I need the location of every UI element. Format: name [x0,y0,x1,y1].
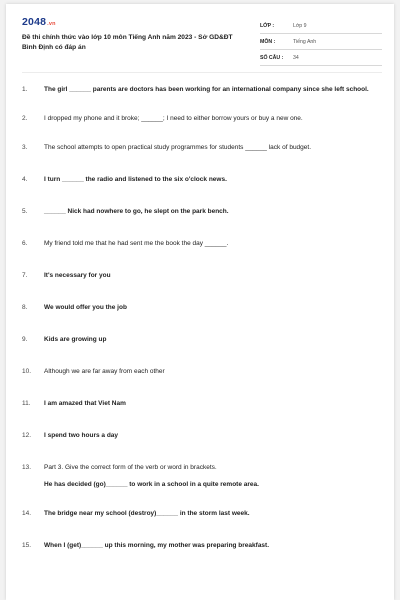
meta-row-subject [260,34,382,50]
site-logo[interactable] [22,16,56,28]
question-item [22,238,382,249]
document-header [22,16,382,64]
meta-value: Tiếng Anh [293,39,317,45]
question-number: 6. [22,240,28,247]
question-number: 7. [22,272,28,279]
question-item [22,430,382,441]
meta-value: 34 [293,55,299,61]
question-text: The girl ______ parents are doctors has been working for an international company since she left school. [44,86,369,93]
question-number: 4. [22,176,28,183]
question-item [22,84,382,95]
question-number: 2. [22,115,28,122]
logo-text: 2048 [22,16,47,28]
question-number: 12. [22,432,32,439]
question-item [22,508,382,519]
question-text: The school attempts to open practical study programmes for students ______ lack of budget. [44,144,312,151]
question-text: I spend two hours a day [44,432,119,439]
question-text: The bridge near my school (destroy)______ in the storm last week. [44,510,250,517]
question-text: Part 3. Give the correct form of the verb or word in brackets. [44,464,217,471]
question-text: When I (get)______ up this morning, my mother was preparing breakfast. [44,542,270,549]
meta-row-count [260,50,382,66]
question-spacer [22,490,382,508]
meta-info [260,18,382,66]
question-spacer [22,313,382,334]
question-spacer [22,153,382,174]
question-number: 13. [22,464,32,471]
question-spacer [22,409,382,430]
question-spacer [22,441,382,462]
question-number: 8. [22,304,28,311]
question-spacer [22,519,382,540]
question-text: Kids are growing up [44,336,107,343]
question-list [22,84,382,567]
question-number: 11. [22,400,31,407]
question-spacer [22,249,382,270]
question-item [22,174,382,185]
question-spacer [22,217,382,238]
question-item [22,398,382,409]
question-number: 9. [22,336,28,343]
document-title: Đề thi chính thức vào lớp 10 môn Tiếng Anh năm 2023 - Sở GD&ĐT Bình Định có đáp án [22,34,233,51]
question-spacer [22,95,382,113]
question-number: 10. [22,368,32,375]
question-item [22,302,382,313]
document-page [6,4,394,600]
question-text: I am amazed that Viet Nam [44,400,126,407]
question-text: I turn ______ the radio and listened to the six o'clock news. [44,176,227,183]
question-spacer [22,185,382,206]
question-text: My friend told me that he had sent me the book the day ______. [44,240,229,247]
meta-label: MÔN : [260,39,276,45]
question-number: 3. [22,144,28,151]
question-text: It's necessary for you [44,272,111,279]
question-subtext: He has decided (go)______ to work in a school in a quite remote area. [44,481,259,488]
question-text: I dropped my phone and it broke; ______; I need to either borrow yours or buy a new one. [44,115,303,122]
meta-row-class [260,18,382,34]
question-spacer [22,377,382,398]
question-item [22,462,382,490]
meta-label: LỚP : [260,23,275,29]
meta-value: Lớp 9 [293,23,307,29]
logo-domain: .vn [47,21,56,27]
question-item [22,270,382,281]
question-item [22,366,382,377]
question-number: 15. [22,542,32,549]
question-number: 5. [22,208,28,215]
question-text: Although we are far away from each other [44,368,165,375]
meta-label: SỐ CÂU : [260,55,284,61]
question-text: ______ Nick had nowhere to go, he slept on the park bench. [44,208,229,215]
question-item [22,334,382,345]
question-spacer [22,281,382,302]
question-number: 14. [22,510,32,517]
question-text: We would offer you the job [44,304,127,311]
header-divider [22,72,382,73]
question-number: 1. [22,86,28,93]
question-spacer [22,345,382,366]
question-spacer [22,124,382,142]
question-spacer [22,551,382,567]
question-item [22,142,382,153]
question-item [22,206,382,217]
question-item [22,113,382,124]
question-item [22,540,382,551]
